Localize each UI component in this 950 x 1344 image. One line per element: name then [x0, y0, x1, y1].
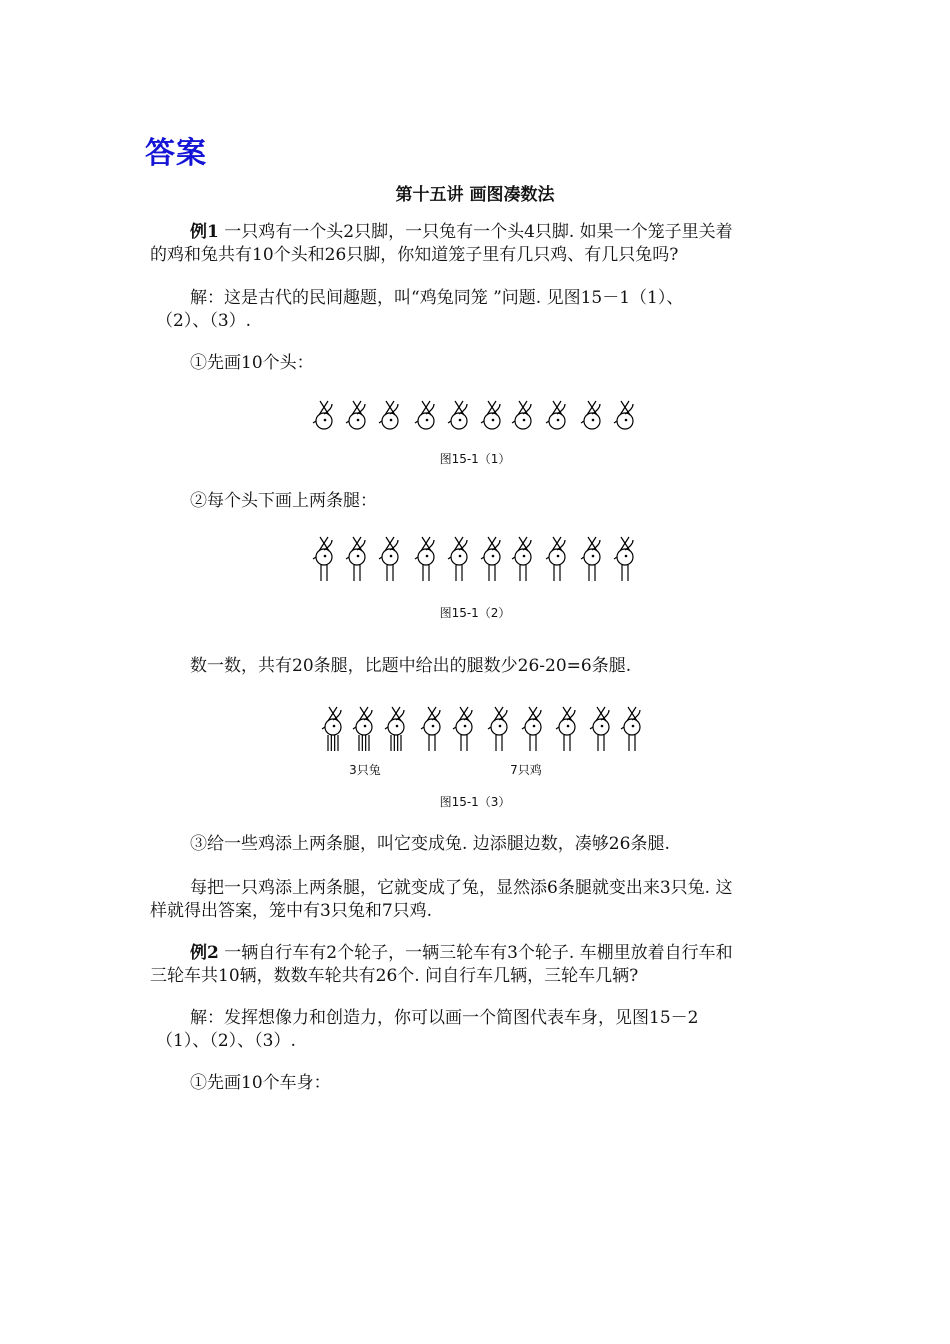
chicken-figure-icon: [522, 707, 541, 751]
example1-count-text: 数一数，共有20条腿，比题中给出的腿数少26-20=6条腿.: [190, 656, 632, 676]
example1-line1: [190, 221, 733, 244]
chicken-with-legs-icon: [614, 537, 633, 581]
chicken-figure-icon: [590, 707, 609, 751]
example1-conclusion-line1: 每把一只鸡添上两条腿，它就变成了兔，显然添6条腿就变出来3只兔. 这: [190, 878, 733, 898]
chicken-head-icon: [379, 401, 398, 429]
example2-text1: 一辆自行车有2个轮子，一辆三轮车有3个轮子. 车棚里放着自行车和: [218, 943, 733, 963]
chicken-head-icon: [346, 401, 365, 429]
chicken-figure-icon: [421, 707, 440, 751]
chicken-figure-icon: [621, 707, 640, 751]
figure2-caption: 图15-1（2）: [439, 606, 511, 620]
chicken-with-legs-icon: [379, 537, 398, 581]
chicken-with-legs-icon: [481, 537, 500, 581]
chicken-figure-icon: [556, 707, 575, 751]
chicken-with-legs-icon: [581, 537, 600, 581]
chicken-with-legs-icon: [313, 537, 332, 581]
rabbit-figure-icon: [385, 707, 404, 751]
chicken-head-icon: [546, 401, 565, 429]
chicken-head-icon: [415, 401, 434, 429]
chicken-head-icon: [481, 401, 500, 429]
example1-text1: 一只鸡有一个头2只脚，一只兔有一个头4只脚. 如果一个笼子里关着: [218, 222, 733, 242]
example2-line1: [190, 942, 733, 965]
answer-heading: 答案: [145, 136, 207, 171]
figure-heads: [0, 395, 950, 445]
chicken-head-icon: [313, 401, 332, 429]
figure-rabbits-chickens: [0, 703, 950, 783]
example2-label: 例2: [190, 943, 219, 963]
example2-line2: 三轮车共10辆，数数车轮共有26个. 问自行车几辆，三轮车几辆?: [150, 966, 639, 986]
chicken-with-legs-icon: [512, 537, 531, 581]
rabbit-figure-icon: [322, 707, 341, 751]
figure3-label-chickens: 7只鸡: [510, 763, 542, 777]
chicken-head-icon: [448, 401, 467, 429]
figure-heads-legs: [0, 535, 950, 595]
chicken-head-icon: [512, 401, 531, 429]
chicken-head-icon: [581, 401, 600, 429]
figure1-caption: 图15-1（1）: [439, 452, 511, 466]
example1-label: 例1: [190, 222, 219, 242]
example1-line2: 的鸡和兔共有10个头和26只脚，你知道笼子里有几只鸡、有几只兔吗?: [150, 245, 679, 265]
example2-solution-line2: （1）、（2）、（3）.: [156, 1031, 296, 1051]
example1-solution-line1: 解：这是古代的民间趣题，叫“鸡兔同笼 ”问题. 见图15－1（1）、: [190, 288, 684, 308]
example2-solution-line1: 解：发挥想像力和创造力，你可以画一个简图代表车身，见图15－2: [190, 1008, 699, 1028]
example1-conclusion-line2: 样就得出答案，笼中有3只兔和7只鸡.: [150, 901, 433, 921]
chicken-with-legs-icon: [448, 537, 467, 581]
rabbit-figure-icon: [353, 707, 372, 751]
chicken-figure-icon: [453, 707, 472, 751]
chicken-figure-icon: [488, 707, 507, 751]
chicken-head-icon: [614, 401, 633, 429]
chicken-with-legs-icon: [415, 537, 434, 581]
example2-step1: ①先画10个车身：: [190, 1073, 331, 1093]
example1-step1: ①先画10个头：: [190, 353, 314, 373]
figure3-label-rabbits: 3只兔: [349, 763, 381, 777]
example1-solution-line2: （2）、（3）.: [156, 311, 252, 331]
figure3-caption: 图15-1（3）: [439, 795, 511, 809]
lecture-title: 第十五讲 画图凑数法: [395, 185, 555, 205]
example1-step3: ③给一些鸡添上两条腿，叫它变成兔. 边添腿边数，凑够26条腿.: [190, 834, 670, 854]
chicken-with-legs-icon: [346, 537, 365, 581]
example1-step2: ②每个头下画上两条腿：: [190, 491, 377, 511]
chicken-with-legs-icon: [546, 537, 565, 581]
